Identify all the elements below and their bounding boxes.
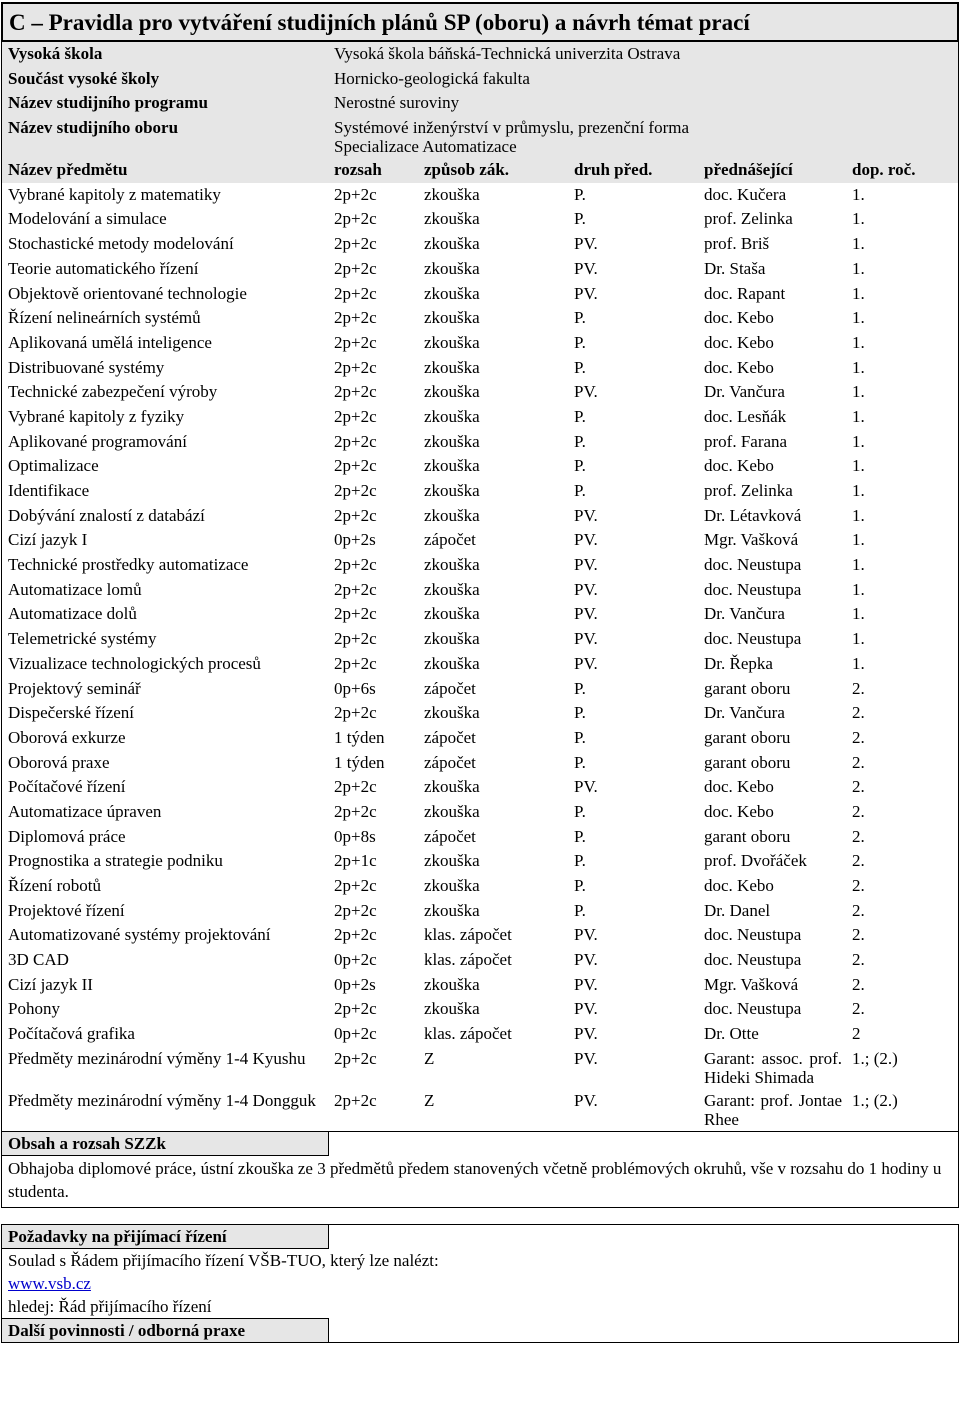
table-row xyxy=(2,183,958,208)
table-row xyxy=(2,257,958,282)
table-row xyxy=(2,1047,958,1089)
course-name: Dobývání znalostí z databází xyxy=(8,505,205,525)
info-label: Vysoká škola xyxy=(2,42,328,67)
course-name: Stochastické metody modelování xyxy=(8,234,234,254)
table-row xyxy=(2,677,958,702)
course-extent: 2p+1c xyxy=(334,851,377,871)
course-lecturer: prof. Dvořáček xyxy=(704,851,807,871)
course-extent: 1 týden xyxy=(334,752,385,772)
course-type: PV. xyxy=(574,258,598,278)
course-extent: 2p+2c xyxy=(334,1090,377,1110)
course-year: 2. xyxy=(852,876,865,895)
course-name: Automatizace dolů xyxy=(8,604,137,624)
course-type: P. xyxy=(574,209,586,229)
course-name: Technické zabezpečení výroby xyxy=(8,382,218,402)
course-year: 1. xyxy=(852,184,865,204)
course-type: PV. xyxy=(574,629,598,649)
course-type: P. xyxy=(574,727,586,747)
course-type: PV. xyxy=(574,974,598,994)
course-extent: 2p+2c xyxy=(334,308,377,328)
course-year: 2. xyxy=(852,727,865,747)
column-header-row xyxy=(2,158,958,183)
course-extent: 2p+2c xyxy=(334,876,377,895)
course-extent: 2p+2c xyxy=(334,406,377,426)
course-lecturer: Garant: assoc. prof. Hideki Shimada xyxy=(704,1048,842,1087)
course-lecturer: garant oboru xyxy=(704,727,791,747)
course-lecturer: Mgr. Vašková xyxy=(704,530,799,550)
course-extent: 2p+2c xyxy=(334,332,377,352)
table-row xyxy=(2,973,958,998)
course-year: 2. xyxy=(852,826,865,846)
table-row xyxy=(2,282,958,307)
course-type: PV. xyxy=(574,925,598,945)
course-name: Automatizace lomů xyxy=(8,579,142,599)
course-assessment: zápočet xyxy=(424,530,476,550)
course-name: Vizualizace technologických procesů xyxy=(8,653,261,673)
course-assessment: zkouška xyxy=(424,579,480,599)
course-assessment: zápočet xyxy=(424,826,476,846)
plan-table-box xyxy=(1,42,959,1132)
course-extent: 2p+2c xyxy=(334,579,377,599)
course-year: 1. xyxy=(852,456,865,476)
course-extent: 2p+2c xyxy=(334,382,377,402)
course-extent: 0p+2s xyxy=(334,530,376,550)
course-lecturer: garant oboru xyxy=(704,752,791,772)
table-row xyxy=(2,602,958,627)
course-name: Automatizace úpraven xyxy=(8,801,162,821)
course-lecturer: doc. Kebo xyxy=(704,357,774,377)
course-lecturer: Dr. Otte xyxy=(704,1024,759,1044)
table-row xyxy=(2,232,958,257)
course-assessment: zkouška xyxy=(424,184,480,204)
course-type: P. xyxy=(574,357,586,377)
course-year: 2. xyxy=(852,678,865,698)
course-year: 1. xyxy=(852,555,865,575)
course-extent: 0p+6s xyxy=(334,678,376,698)
course-year: 1. xyxy=(852,382,865,402)
course-type: P. xyxy=(574,703,586,723)
course-lecturer: doc. Kebo xyxy=(704,801,774,821)
course-lecturer: doc. Kebo xyxy=(704,777,774,797)
course-assessment: zkouška xyxy=(424,481,480,500)
course-lecturer: Dr. Létavková xyxy=(704,505,802,525)
course-year: 2. xyxy=(852,752,865,772)
course-name: Vybrané kapitoly z fyziky xyxy=(8,406,185,426)
table-row xyxy=(2,553,958,578)
course-name: Diplomová práce xyxy=(8,826,126,846)
course-name: Aplikované programování xyxy=(8,431,187,451)
course-lecturer: Dr. Danel xyxy=(704,900,771,920)
course-extent: 2p+2c xyxy=(334,629,377,649)
course-name: Předměty mezinárodní výměny 1-4 Dongguk xyxy=(8,1090,316,1110)
course-year: 2. xyxy=(852,703,865,723)
course-extent: 0p+2c xyxy=(334,1024,377,1044)
course-name: Předměty mezinárodní výměny 1-4 Kyushu xyxy=(8,1048,306,1068)
course-assessment: zkouška xyxy=(424,604,480,624)
szzk-text: Obhajoba diplomové práce, ústní zkouška ze 3 předmětů předem stanovených včetně problémových okruhů, vše v rozsahu do 1 hodiny u studenta. xyxy=(8,1158,942,1201)
course-year: 1. xyxy=(852,604,865,624)
course-extent: 2p+2c xyxy=(334,209,377,229)
column-header: dop. roč. xyxy=(846,158,958,183)
course-year: 1. xyxy=(852,357,865,377)
course-lecturer: doc. Kebo xyxy=(704,332,774,352)
info-label: Název studijního programu xyxy=(2,91,328,116)
course-name: Počítačová grafika xyxy=(8,1024,135,1044)
course-extent: 2p+2c xyxy=(334,555,377,575)
table-row xyxy=(2,652,958,677)
course-type: PV. xyxy=(574,604,598,624)
course-type: PV. xyxy=(574,555,598,575)
table-row xyxy=(2,578,958,603)
course-type: P. xyxy=(574,801,586,821)
course-name: Prognostika a strategie podniku xyxy=(8,851,223,871)
course-assessment: zkouška xyxy=(424,555,480,575)
course-assessment: zkouška xyxy=(424,431,480,451)
course-list xyxy=(2,183,958,1131)
szzk-title: Obsah a rozsah SZZk xyxy=(2,1132,329,1156)
course-extent: 2p+2c xyxy=(334,801,377,821)
course-year: 2. xyxy=(852,950,865,970)
column-header: druh před. xyxy=(568,158,698,183)
course-extent: 1 týden xyxy=(334,727,385,747)
course-year: 2. xyxy=(852,851,865,871)
info-value: Hornicko-geologická fakulta xyxy=(328,67,958,92)
course-year: 1. xyxy=(852,308,865,328)
course-type: P. xyxy=(574,184,586,204)
course-extent: 2p+2c xyxy=(334,481,377,500)
course-assessment: Z xyxy=(424,1090,435,1110)
course-year: 1. xyxy=(852,406,865,426)
course-year: 1. xyxy=(852,332,865,352)
table-row xyxy=(2,751,958,776)
course-name: Oborová exkurze xyxy=(8,727,126,747)
table-row xyxy=(2,948,958,973)
course-extent: 2p+2c xyxy=(334,505,377,525)
course-lecturer: Mgr. Vašková xyxy=(704,974,799,994)
info-value xyxy=(328,116,958,158)
course-extent: 2p+2c xyxy=(334,357,377,377)
course-year: 1.; (2.) xyxy=(852,1090,898,1110)
course-year: 2. xyxy=(852,801,865,821)
column-header: Název předmětu xyxy=(2,158,328,183)
course-name: Automatizované systémy projektování xyxy=(8,925,271,945)
course-name: Projektové řízení xyxy=(8,900,125,920)
course-lecturer: doc. Lesňák xyxy=(704,406,787,426)
plan-table xyxy=(2,42,958,1131)
course-assessment: zkouška xyxy=(424,505,480,525)
table-row xyxy=(2,923,958,948)
table-row xyxy=(2,627,958,652)
course-assessment: zkouška xyxy=(424,801,480,821)
vsb-link[interactable]: www.vsb.cz xyxy=(8,1273,91,1293)
course-lecturer: prof. Zelinka xyxy=(704,481,793,500)
course-assessment: zkouška xyxy=(424,406,480,426)
course-year: 2. xyxy=(852,999,865,1019)
course-lecturer: doc. Neustupa xyxy=(704,555,802,575)
table-row xyxy=(2,454,958,479)
course-type: PV. xyxy=(574,505,598,525)
course-extent: 2p+2c xyxy=(334,234,377,254)
course-name: Distribuované systémy xyxy=(8,357,165,377)
course-year: 2. xyxy=(852,974,865,994)
table-row xyxy=(2,800,958,825)
course-name: Telemetrické systémy xyxy=(8,629,157,649)
table-row xyxy=(2,504,958,529)
admission-section xyxy=(1,1224,959,1343)
course-assessment: klas. zápočet xyxy=(424,925,512,945)
course-extent: 2p+2c xyxy=(334,258,377,278)
course-extent: 2p+2c xyxy=(334,777,377,797)
course-extent: 2p+2c xyxy=(334,1048,377,1068)
course-lecturer: doc. Neustupa xyxy=(704,629,802,649)
course-lecturer: prof. Briš xyxy=(704,234,770,254)
document-page xyxy=(1,2,959,1343)
course-year: 2. xyxy=(852,925,865,945)
course-type: P. xyxy=(574,876,586,895)
course-extent: 0p+2c xyxy=(334,950,377,970)
course-assessment: zkouška xyxy=(424,974,480,994)
course-name: Objektově orientované technologie xyxy=(8,283,247,303)
info-label: Název studijního oboru xyxy=(2,116,328,158)
table-row xyxy=(2,306,958,331)
column-header: rozsah xyxy=(328,158,418,183)
table-row xyxy=(2,1022,958,1047)
course-type: P. xyxy=(574,406,586,426)
table-row xyxy=(2,899,958,924)
admission-link-row xyxy=(2,1272,958,1295)
course-name: Technické prostředky automatizace xyxy=(8,555,249,575)
course-assessment: zkouška xyxy=(424,653,480,673)
course-lecturer: Garant: prof. Jontae Rhee xyxy=(704,1090,842,1129)
course-assessment: zkouška xyxy=(424,357,480,377)
course-type: P. xyxy=(574,851,586,871)
course-extent: 2p+2c xyxy=(334,604,377,624)
column-header: způsob zák. xyxy=(418,158,568,183)
course-type: P. xyxy=(574,456,586,476)
course-name: Řízení nelineárních systémů xyxy=(8,308,201,328)
course-type: P. xyxy=(574,481,586,500)
column-header: přednášející xyxy=(698,158,846,183)
course-year: 1.; (2.) xyxy=(852,1048,898,1068)
table-row xyxy=(2,997,958,1022)
table-row xyxy=(2,479,958,504)
course-lecturer: Dr. Vančura xyxy=(704,703,785,723)
table-row xyxy=(2,331,958,356)
info-row-faculty xyxy=(2,67,958,92)
info-label: Součást vysoké školy xyxy=(2,67,328,92)
info-value: Nerostné suroviny xyxy=(328,91,958,116)
course-assessment: zkouška xyxy=(424,777,480,797)
course-type: PV. xyxy=(574,283,598,303)
course-type: PV. xyxy=(574,579,598,599)
course-year: 2. xyxy=(852,900,865,920)
course-lecturer: doc. Neustupa xyxy=(704,579,802,599)
course-extent: 2p+2c xyxy=(334,431,377,451)
table-row xyxy=(2,825,958,850)
study-info xyxy=(2,42,958,183)
field-name: Systémové inženýrství v průmyslu, prezenční forma xyxy=(334,118,690,138)
course-lecturer: doc. Neustupa xyxy=(704,925,802,945)
course-lecturer: Dr. Vančura xyxy=(704,604,785,624)
course-year: 1. xyxy=(852,258,865,278)
course-lecturer: doc. Neustupa xyxy=(704,950,802,970)
course-extent: 2p+2c xyxy=(334,925,377,945)
course-assessment: zkouška xyxy=(424,900,480,920)
course-name: Aplikovaná umělá inteligence xyxy=(8,332,212,352)
course-assessment: zkouška xyxy=(424,456,480,476)
course-name: Řízení robotů xyxy=(8,876,102,895)
course-assessment: klas. zápočet xyxy=(424,950,512,970)
course-lecturer: doc. Kučera xyxy=(704,184,787,204)
course-type: PV. xyxy=(574,1090,598,1110)
course-type: P. xyxy=(574,308,586,328)
info-value: Vysoká škola báňská-Technická univerzita Ostrava xyxy=(328,42,958,67)
course-lecturer: garant oboru xyxy=(704,678,791,698)
course-extent: 0p+2s xyxy=(334,974,376,994)
other-duties-title: Další povinnosti / odborná praxe xyxy=(2,1318,329,1342)
szzk-section xyxy=(1,1132,959,1208)
course-extent: 2p+2c xyxy=(334,703,377,723)
course-year: 1. xyxy=(852,505,865,525)
admission-line: hledej: Řád přijímacího řízení xyxy=(8,1296,212,1316)
course-type: PV. xyxy=(574,382,598,402)
course-year: 1. xyxy=(852,530,865,550)
course-assessment: zkouška xyxy=(424,332,480,352)
course-type: PV. xyxy=(574,1024,598,1044)
course-assessment: zkouška xyxy=(424,234,480,254)
course-year: 2. xyxy=(852,777,865,797)
course-extent: 2p+2c xyxy=(334,999,377,1019)
table-row xyxy=(2,874,958,899)
course-assessment: zkouška xyxy=(424,258,480,278)
course-assessment: zápočet xyxy=(424,678,476,698)
table-row xyxy=(2,380,958,405)
course-type: PV. xyxy=(574,950,598,970)
course-assessment: zkouška xyxy=(424,876,480,895)
course-assessment: zkouška xyxy=(424,209,480,229)
course-year: 1. xyxy=(852,579,865,599)
course-assessment: zkouška xyxy=(424,851,480,871)
course-assessment: zkouška xyxy=(424,703,480,723)
course-lecturer: Dr. Vančura xyxy=(704,382,785,402)
course-assessment: zkouška xyxy=(424,283,480,303)
course-extent: 2p+2c xyxy=(334,900,377,920)
table-row xyxy=(2,1089,958,1131)
course-type: PV. xyxy=(574,530,598,550)
course-lecturer: garant oboru xyxy=(704,826,791,846)
course-extent: 2p+2c xyxy=(334,653,377,673)
course-lecturer: doc. Kebo xyxy=(704,456,774,476)
course-name: Teorie automatického řízení xyxy=(8,258,199,278)
course-name: Projektový seminář xyxy=(8,678,141,698)
course-type: P. xyxy=(574,678,586,698)
info-row-programme xyxy=(2,91,958,116)
info-row-field xyxy=(2,116,958,158)
course-extent: 2p+2c xyxy=(334,456,377,476)
course-name: Modelování a simulace xyxy=(8,209,167,229)
course-assessment: zkouška xyxy=(424,308,480,328)
table-row xyxy=(2,405,958,430)
course-lecturer: prof. Zelinka xyxy=(704,209,793,229)
course-type: PV. xyxy=(574,777,598,797)
course-year: 1. xyxy=(852,481,865,500)
course-name: Dispečerské řízení xyxy=(8,703,135,723)
table-row xyxy=(2,701,958,726)
course-assessment: zápočet xyxy=(424,727,476,747)
course-name: Identifikace xyxy=(8,481,90,500)
course-assessment: zkouška xyxy=(424,999,480,1019)
course-type: P. xyxy=(574,752,586,772)
course-lecturer: Dr. Řepka xyxy=(704,653,773,673)
course-assessment: Z xyxy=(424,1048,435,1068)
page-title: C – Pravidla pro vytváření studijních plánů SP (oboru) a návrh témat prací xyxy=(1,2,959,42)
course-lecturer: doc. Kebo xyxy=(704,876,774,895)
course-year: 1. xyxy=(852,431,865,451)
table-row xyxy=(2,775,958,800)
course-name: 3D CAD xyxy=(8,950,69,970)
table-row xyxy=(2,207,958,232)
course-year: 1. xyxy=(852,234,865,254)
admission-title: Požadavky na přijímací řízení xyxy=(2,1225,329,1249)
table-row xyxy=(2,356,958,381)
course-year: 1. xyxy=(852,653,865,673)
course-name: Cizí jazyk I xyxy=(8,530,88,550)
info-row-school xyxy=(2,42,958,67)
course-type: PV. xyxy=(574,1048,598,1068)
admission-line: Soulad s Řádem přijímacího řízení VŠB-TUO, který lze nalézt: xyxy=(8,1250,439,1270)
course-type: P. xyxy=(574,332,586,352)
course-name: Pohony xyxy=(8,999,60,1019)
course-type: PV. xyxy=(574,653,598,673)
course-assessment: zkouška xyxy=(424,382,480,402)
table-row xyxy=(2,849,958,874)
table-row xyxy=(2,528,958,553)
course-extent: 2p+2c xyxy=(334,283,377,303)
course-name: Počítačové řízení xyxy=(8,777,126,797)
course-type: PV. xyxy=(574,999,598,1019)
field-specialization: Specializace Automatizace xyxy=(334,137,517,157)
course-lecturer: Dr. Staša xyxy=(704,258,766,278)
course-lecturer: doc. Rapant xyxy=(704,283,786,303)
course-assessment: zkouška xyxy=(424,629,480,649)
course-name: Vybrané kapitoly z matematiky xyxy=(8,184,221,204)
course-year: 2 xyxy=(852,1024,861,1044)
course-assessment: zápočet xyxy=(424,752,476,772)
course-year: 1. xyxy=(852,283,865,303)
course-lecturer: doc. Neustupa xyxy=(704,999,802,1019)
course-year: 1. xyxy=(852,629,865,649)
course-lecturer: prof. Farana xyxy=(704,431,788,451)
table-row xyxy=(2,430,958,455)
course-assessment: klas. zápočet xyxy=(424,1024,512,1044)
course-type: PV. xyxy=(574,234,598,254)
table-row xyxy=(2,726,958,751)
course-type: P. xyxy=(574,431,586,451)
course-lecturer: doc. Kebo xyxy=(704,308,774,328)
course-name: Optimalizace xyxy=(8,456,99,476)
course-type: P. xyxy=(574,826,586,846)
course-name: Cizí jazyk II xyxy=(8,974,93,994)
course-type: P. xyxy=(574,900,586,920)
course-name: Oborová praxe xyxy=(8,752,110,772)
course-extent: 0p+8s xyxy=(334,826,376,846)
course-year: 1. xyxy=(852,209,865,229)
course-extent: 2p+2c xyxy=(334,184,377,204)
